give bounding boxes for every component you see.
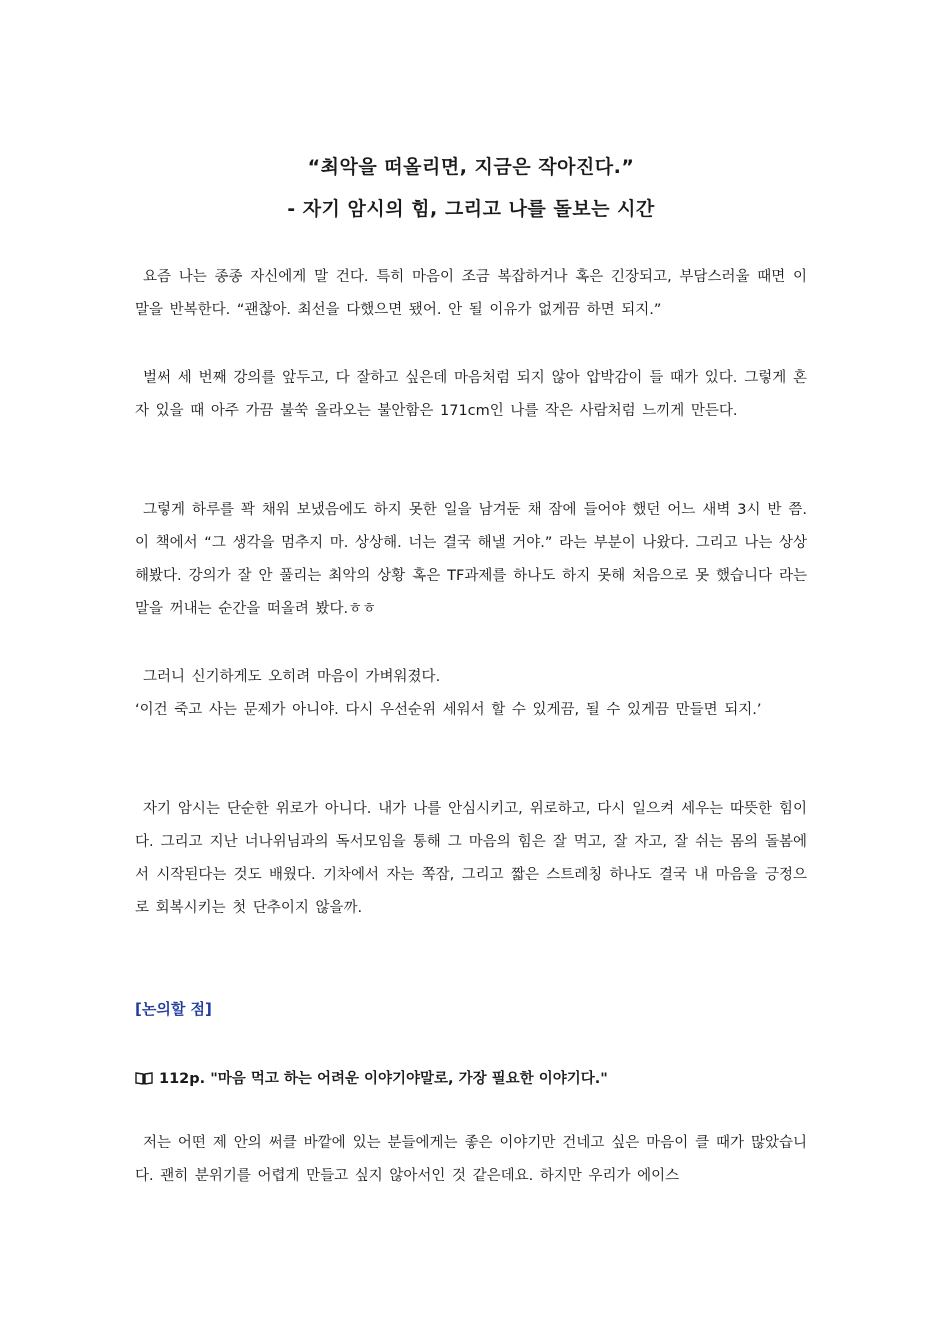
paragraph-5: 자기 암시는 단순한 위로가 아니다. 내가 나를 안심시키고, 위로하고, 다시 일으켜 세우는 따뜻한 힘이다. 그리고 지난 너나위님과의 독서모임을 통해 그 마음의 힘은 잘 먹고, 잘 자고, 잘 쉬는 몸의 돌봄에서 시작된다는 것도 배웠다. 기차에서 자는 쪽잠, 그리고 짧은 스트레칭 하나도 결국 내 마음을 긍정으로 회복시키는 첫 단추이지 않을까. [135, 801, 807, 916]
discussion-quote [135, 1067, 608, 1088]
paragraph-4: 그러니 신기하게도 오히려 마음이 가벼워졌다. [143, 669, 441, 685]
page-title: “최악을 떠올리면, 지금은 작아진다.” [307, 156, 635, 178]
paragraph-4-quote: ‘이건 죽고 사는 문제가 아니야. 다시 우선순위 세워서 할 수 있게끔, 될 수 있게끔 만들면 되지.’ [135, 702, 762, 718]
open-book-icon [135, 1071, 153, 1085]
paragraph-1: 요즘 나는 종종 자신에게 말 건다. 특히 마음이 조금 복잡하거나 혹은 긴장되고, 부담스러울 때면 이 말을 반복한다. “괜찮아. 최선을 다했으면 됐어. 안 될 이유가 없게끔 하면 되지.” [135, 269, 807, 318]
paragraph-2: 벌써 세 번째 강의를 앞두고, 다 잘하고 싶은데 마음처럼 되지 않아 압박감이 들 때가 있다. 그렇게 혼자 있을 때 아주 가끔 불쑥 올라오는 불안함은 171cm인 나를 작은 사람처럼 느끼게 만든다. [135, 370, 807, 419]
paragraph-3: 그렇게 하루를 꽉 채워 보냈음에도 하지 못한 일을 남겨둔 채 잠에 들어야 했던 어느 새벽 3시 반 쯤. 이 책에서 “그 생각을 멈추지 마. 상상해. 너는 결국 해낼 거야.” 라는 부분이 나왔다. 그리고 나는 상상해봤다. 강의가 잘 안 풀리는 최악의 상황 혹은 TF과제를 하나도 하지 못해 처음으로 못 했습니다 라는 말을 꺼내는 순간을 떠올려 봤다.ㅎㅎ [135, 502, 807, 617]
page-subtitle: - 자기 암시의 힘, 그리고 나를 돌보는 시간 [287, 198, 655, 220]
discussion-quote-text: 112p. "마음 먹고 하는 어려운 이야기야말로, 가장 필요한 이야기다." [159, 1071, 608, 1087]
discussion-heading: [논의할 점] [135, 1000, 212, 1018]
paragraph-6: 저는 어떤 제 안의 써클 바깥에 있는 분들에게는 좋은 이야기만 건네고 싶은 마음이 클 때가 많았습니다. 괜히 분위기를 어렵게 만들고 싶지 않아서인 것 같은데요. 하지만 우리가 에이스 [135, 1135, 807, 1184]
